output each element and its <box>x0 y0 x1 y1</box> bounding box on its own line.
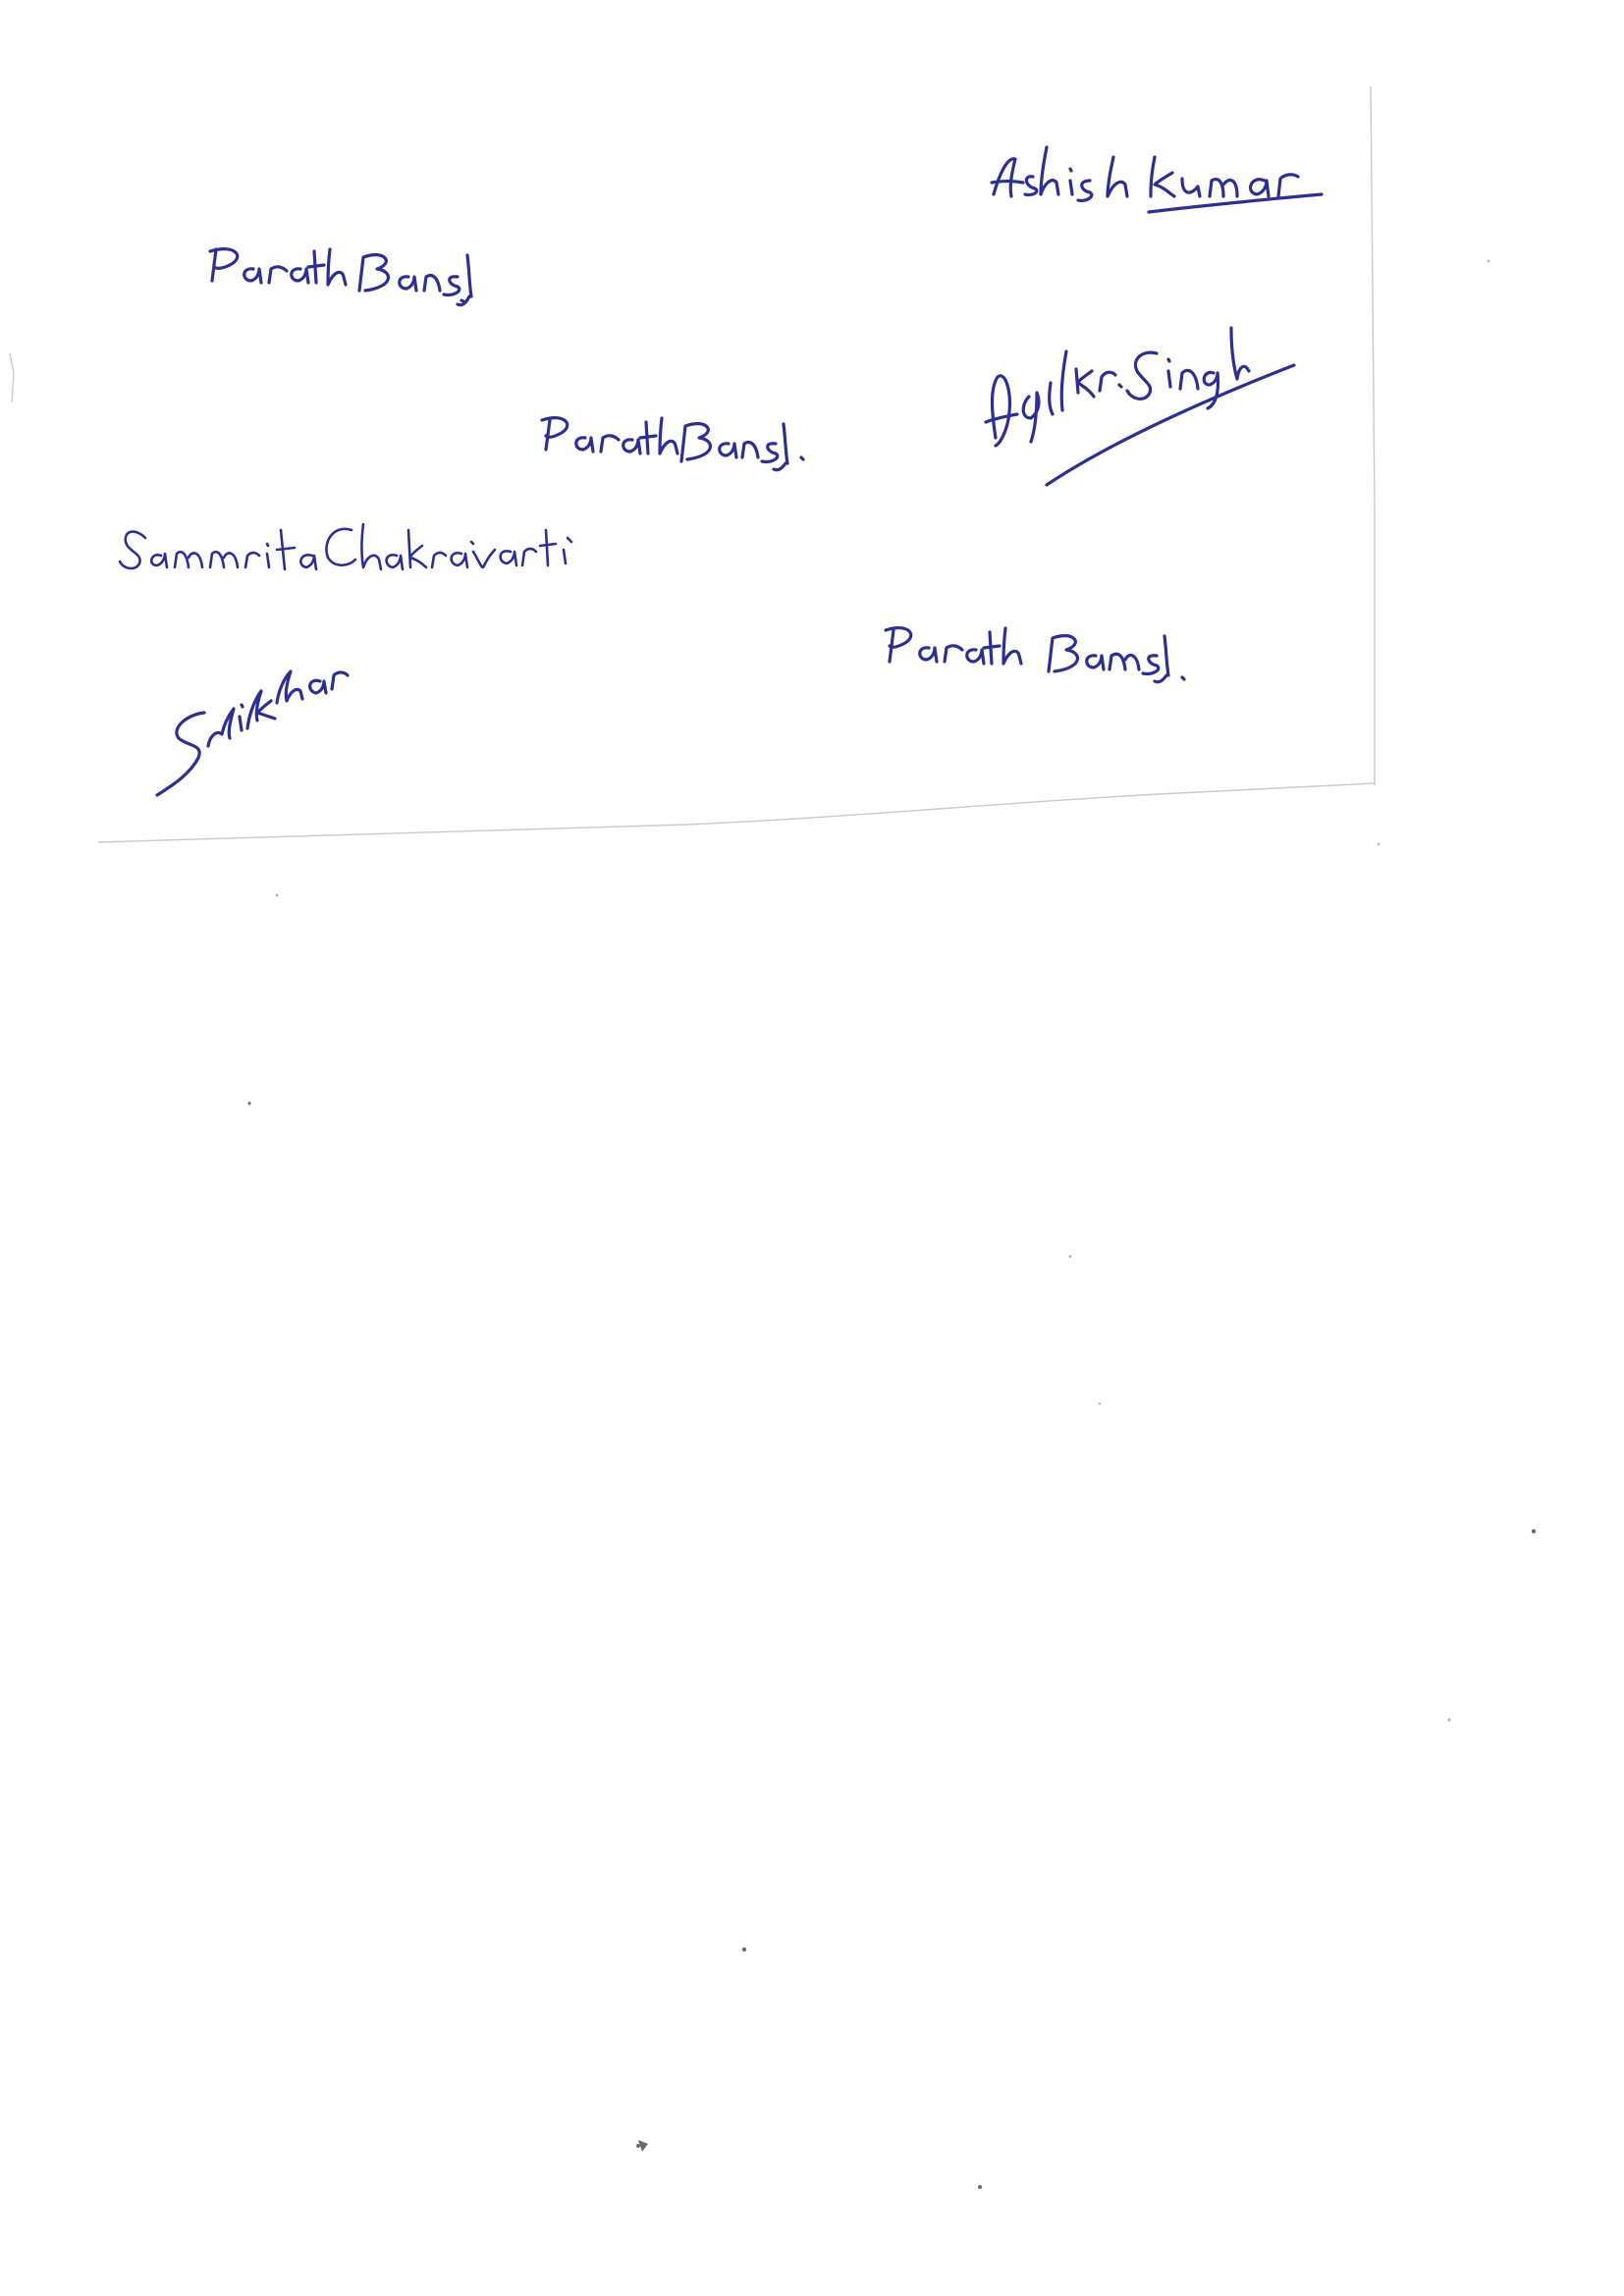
signature-parath-bansl-2 <box>542 418 803 470</box>
signature-parath-bansl-3 <box>886 628 1184 682</box>
signature-parath-bansl-1 <box>210 249 471 305</box>
signature-samrita-chakravarti <box>120 524 571 569</box>
paper-slip <box>10 86 1375 842</box>
signature-shikhar <box>157 671 348 795</box>
scan-specks <box>247 260 1536 2189</box>
signature-ashish-kumar <box>992 147 1322 212</box>
signature-arpit-kr-singh <box>986 328 1294 485</box>
